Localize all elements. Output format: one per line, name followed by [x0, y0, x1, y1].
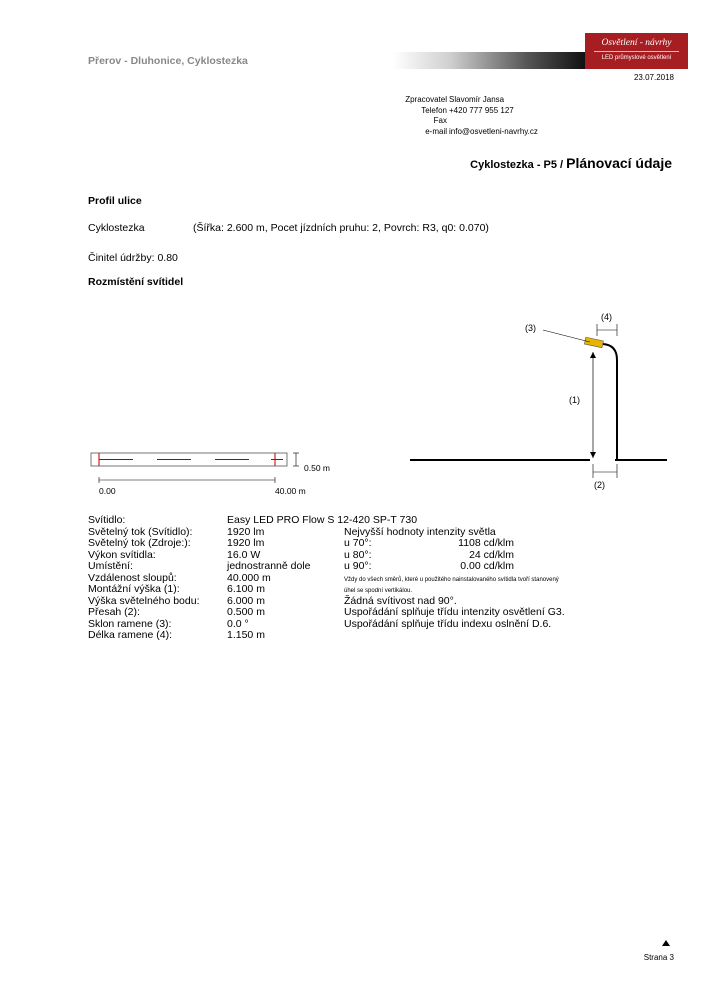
contact-author: Slavomír Jansa [449, 95, 505, 104]
intensity-value: 0.00 cd/klm [460, 560, 514, 572]
spec-label: Světelný tok (Zdroje:): [88, 537, 191, 549]
spec-value: 1920 lm [227, 525, 265, 538]
spec-label: Světelný tok (Svítidlo): [88, 525, 193, 538]
maintenance-factor: Činitel údržby: 0.80 [88, 252, 178, 264]
intensity-heading: Nejvyšší hodnoty intenzity světla [344, 525, 496, 538]
spec-label: Montážní výška (1): [88, 583, 180, 595]
intensity-angle: u 90°: [344, 560, 372, 572]
luminaire-name: Easy LED PRO Flow S 12-420 SP-T 730 [227, 514, 418, 526]
spec-label: Vzdálenost sloupů: [88, 571, 177, 584]
contact-label: Fax [433, 116, 447, 125]
intensity-angle: u 70°: [344, 537, 372, 549]
no-intensity-note: Žádná svítivost nad 90°. [344, 594, 457, 607]
class-d-note: Uspořádání splňuje třídu indexu oslnění D.6. [344, 617, 552, 630]
page-title [470, 155, 672, 173]
spec-label: Sklon ramene (3): [88, 617, 172, 630]
intensity-block [344, 515, 565, 630]
contact-phone: +420 777 955 127 [449, 105, 514, 115]
spec-label: Umístění: [88, 560, 133, 572]
spec-value: 0.0 ° [227, 617, 249, 630]
luminaire-icon [584, 337, 603, 348]
profile-heading: Profil ulice [88, 195, 142, 207]
spec-value: 6.000 m [227, 594, 265, 607]
intensity-note: Vždy do všech směrů, které u použitého nainstalovaného svítidla tvoří stanovený [344, 576, 559, 583]
label-mounting-height: (1) [569, 395, 580, 405]
intensity-note: úhel se spodní vertikálou. [344, 588, 413, 594]
spec-label: Délka ramene (4): [88, 629, 173, 641]
spec-value: jednostranně dole [227, 560, 311, 572]
header-gradient-bar [393, 52, 585, 69]
contact-label: e-mail [425, 126, 447, 136]
logo-divider [594, 51, 679, 52]
dimension-arrow [590, 352, 596, 358]
logo-text: Osvětlení - návrhy [601, 38, 672, 48]
pole-diagram [405, 300, 675, 500]
contact-fax [449, 116, 538, 127]
page-up-icon [662, 940, 670, 946]
document-date: 23.07.2018 [633, 73, 674, 82]
spec-value: 16.0 W [227, 548, 261, 561]
spec-value: 1920 lm [227, 537, 265, 549]
spec-value: 1.150 m [227, 629, 265, 641]
page-title-part2: Plánovací údaje [566, 155, 672, 171]
spec-value: 0.500 m [227, 606, 265, 618]
contact-values [449, 95, 538, 137]
street-name: Cyklostezka [88, 222, 145, 234]
logo-subtitle: LED průmyslové osvětlení [601, 55, 672, 61]
page-number: Strana 3 [643, 953, 674, 962]
street-parameters: (Šířka: 2.600 m, Pocet jízdních pruhu: 2, Povrch: R3, q0: 0.070) [193, 222, 489, 234]
plan-view-diagram [85, 445, 365, 500]
company-logo [585, 33, 688, 69]
intensity-value: 24 cd/klm [469, 548, 514, 561]
length-start-label: 0.00 [99, 486, 116, 496]
class-g-note: Uspořádání splňuje třídu intenzity osvětlení G3. [344, 606, 565, 618]
label-arm-length: (4) [601, 312, 612, 322]
label-overhang: (2) [594, 480, 605, 490]
spec-label: Výkon svítidla: [88, 548, 156, 561]
width-label: 0.50 m [304, 463, 330, 473]
intensity-value: 1108 cd/klm [458, 537, 514, 549]
spec-labels [88, 515, 200, 642]
page-title-part1: Cyklostezka - P5 / [470, 159, 567, 171]
intensity-values [458, 515, 514, 573]
layout-heading: Rozmístění svítidel [88, 276, 184, 288]
contact-labels [405, 95, 447, 137]
contact-label: Telefon [421, 105, 447, 115]
dimension-arrow [590, 452, 596, 458]
intensity-angle: u 80°: [344, 548, 372, 561]
contact-label: Zpracovatel [405, 95, 447, 104]
spec-label: Přesah (2): [88, 606, 140, 618]
spec-label: Svítidlo: [88, 514, 126, 526]
project-title: Přerov - Dluhonice, Cyklostezka [88, 55, 248, 67]
contact-email: info@osvetleni-navrhy.cz [449, 126, 538, 136]
spec-label: Výška světelného bodu: [88, 594, 200, 607]
arm-angle-line [543, 330, 590, 342]
label-arm-tilt: (3) [525, 323, 536, 333]
spec-value: 40.000 m [227, 571, 271, 584]
pole [603, 344, 617, 460]
length-end-label: 40.00 m [275, 486, 306, 496]
spec-value: 6.100 m [227, 583, 265, 595]
